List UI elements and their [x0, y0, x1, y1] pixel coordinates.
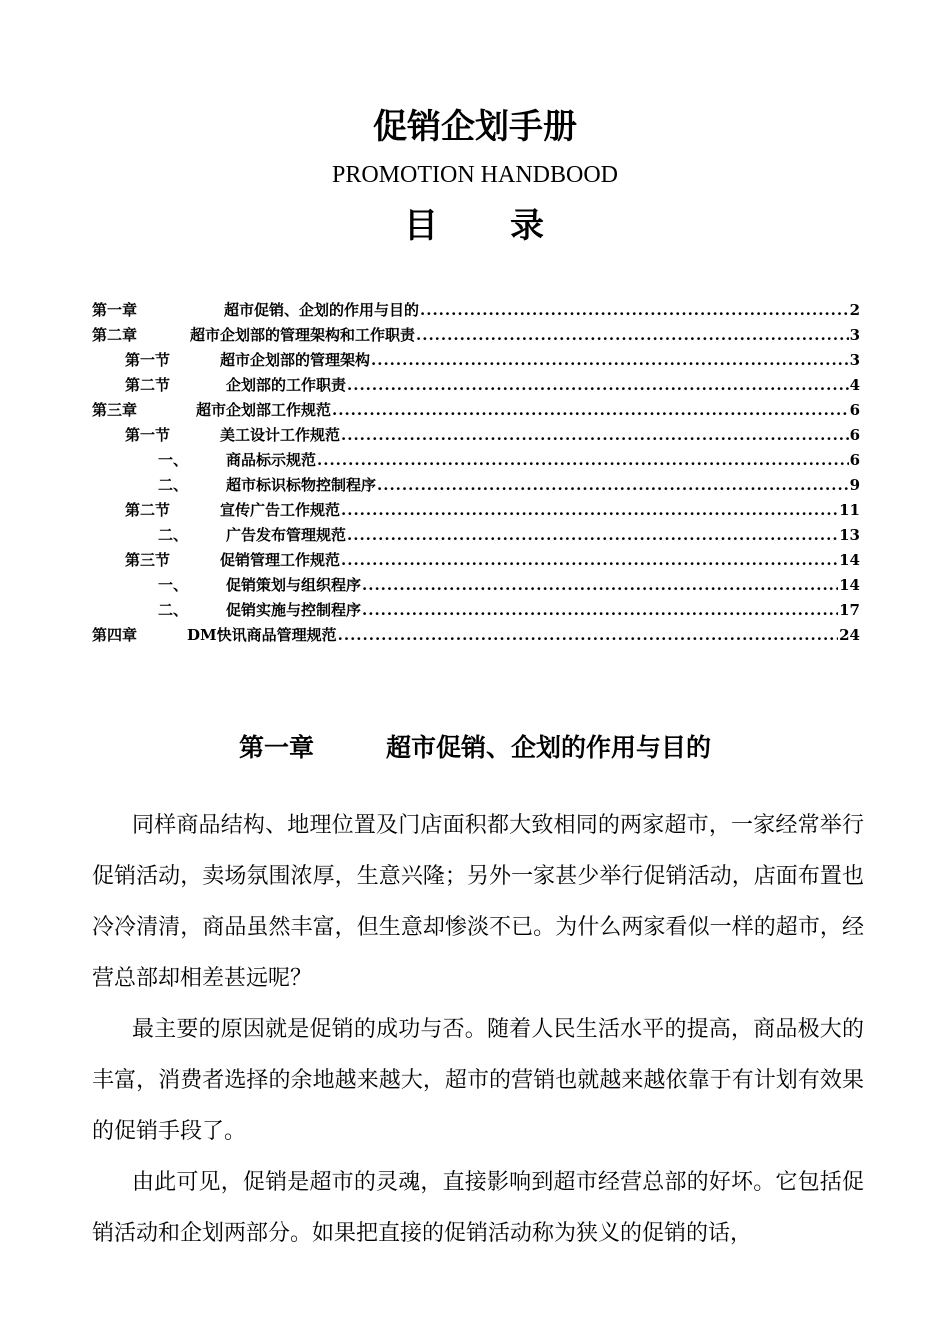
toc-entry[interactable]: [92, 499, 860, 524]
body-paragraph: 同样商品结构、地理位置及门店面积都大致相同的两家超市，一家经常举行促销活动，卖场氛围浓厚，生意兴隆；另外一家甚少举行促销活动，店面布置也冷冷清清，商品虽然丰富，但生意却惨淡不已。为什么两家看似一样的超市，经营总部却相差甚远呢？: [92, 813, 864, 991]
body-paragraph: 由此可见，促销是超市的灵魂，直接影响到超市经营总部的好坏。它包括促销活动和企划两部分。如果把直接的促销活动称为狭义的促销的话，: [92, 1170, 864, 1246]
toc-leader-dots: [347, 376, 849, 394]
toc-entry-page: 13: [839, 526, 860, 544]
toc-leader-dots: [341, 426, 849, 444]
toc-leader-dots: [347, 526, 838, 544]
toc-entry[interactable]: [92, 374, 860, 399]
toc-entry[interactable]: [92, 524, 860, 549]
toc-entry-page: 4: [849, 376, 860, 394]
toc-entry-page: 24: [839, 626, 860, 644]
toc-entry-number: 二、: [158, 476, 189, 494]
toc-entry-page: 6: [849, 401, 860, 419]
toc-entry-number: 第一节: [125, 351, 171, 369]
toc-entry[interactable]: [92, 599, 860, 624]
document-title: 促销企划手册: [373, 107, 577, 147]
toc-entry-number: 第二节: [125, 501, 171, 519]
toc-entry-title: DM快讯商品管理规范: [187, 626, 337, 644]
toc-entry-number: 第三章: [92, 401, 138, 419]
toc-entry-title: 促销管理工作规范: [220, 551, 341, 569]
toc-heading-char-1: 目: [404, 206, 440, 246]
toc-entry-page: 11: [839, 501, 860, 519]
chapter-title: 超市促销、企划的作用与目的: [386, 733, 712, 762]
toc-entry[interactable]: [92, 474, 860, 499]
toc-heading-char-2: 录: [510, 206, 546, 246]
toc-entry-number: 第一节: [125, 426, 171, 444]
chapter-body: [92, 800, 864, 1259]
toc-heading: [0, 202, 950, 250]
toc-entry-number: 第三节: [125, 551, 171, 569]
toc-leader-dots: [420, 301, 849, 319]
toc-leader-dots: [377, 476, 849, 494]
toc-leader-dots: [371, 351, 849, 369]
table-of-contents: [92, 299, 860, 649]
toc-entry-title: 广告发布管理规范: [226, 526, 347, 544]
toc-entry-number: 第一章: [92, 301, 138, 319]
toc-entry-number: 二、: [158, 526, 189, 544]
toc-entry[interactable]: [92, 449, 860, 474]
toc-entry[interactable]: [92, 549, 860, 574]
toc-leader-dots: [341, 501, 838, 519]
toc-entry-title: 宣传广告工作规范: [220, 501, 341, 519]
document-subtitle: PROMOTION HANDBOOD: [331, 162, 618, 188]
toc-leader-dots: [362, 576, 838, 594]
toc-entry[interactable]: [92, 349, 860, 374]
chapter-number: 第一章: [238, 733, 314, 762]
toc-entry-number: 一、: [158, 576, 189, 594]
toc-leader-dots: [332, 401, 849, 419]
toc-entry[interactable]: [92, 324, 860, 349]
toc-entry-title: 企划部的工作职责: [226, 376, 347, 394]
toc-entry-title: 促销实施与控制程序: [226, 601, 362, 619]
toc-entry-page: 6: [849, 426, 860, 444]
toc-leader-dots: [317, 451, 849, 469]
toc-entry-number: 一、: [158, 451, 189, 469]
toc-leader-dots: [416, 326, 849, 344]
toc-entry-page: 14: [839, 551, 860, 569]
toc-leader-dots: [341, 551, 838, 569]
toc-entry-title: 商品标示规范: [226, 451, 317, 469]
toc-entry-title: 超市企划部的管理架构: [220, 351, 371, 369]
toc-entry-title: 促销策划与组织程序: [226, 576, 362, 594]
toc-entry[interactable]: [92, 574, 860, 599]
toc-entry[interactable]: [92, 299, 860, 324]
body-paragraph: 最主要的原因就是促销的成功与否。随着人民生活水平的提高，商品极大的丰富，消费者选择的余地越来越大，超市的营销也就越来越依靠于有计划有效果的促销手段了。: [92, 1017, 864, 1144]
toc-entry-number: 第二章: [92, 326, 138, 344]
toc-entry-title: 超市标识标物控制程序: [226, 476, 377, 494]
toc-entry-page: 3: [849, 326, 860, 344]
toc-entry-title: 超市企划部工作规范: [196, 401, 332, 419]
toc-entry-page: 9: [849, 476, 860, 494]
toc-entry-title: 超市企划部的管理架构和工作职责: [190, 326, 416, 344]
toc-entry[interactable]: [92, 624, 860, 649]
toc-leader-dots: [338, 626, 839, 644]
toc-entry-number: 第四章: [92, 626, 138, 644]
toc-entry-number: 二、: [158, 601, 189, 619]
toc-entry-page: 3: [849, 351, 860, 369]
toc-entry-number: 第二节: [125, 376, 171, 394]
toc-entry-page: 14: [839, 576, 860, 594]
toc-entry-page: 2: [849, 301, 860, 319]
toc-entry-page: 6: [849, 451, 860, 469]
toc-entry[interactable]: [92, 399, 860, 424]
chapter-heading: [0, 728, 950, 768]
toc-entry[interactable]: [92, 424, 860, 449]
toc-entry-title: 美工设计工作规范: [220, 426, 341, 444]
toc-entry-title: 超市促销、企划的作用与目的: [224, 301, 420, 319]
toc-leader-dots: [362, 601, 838, 619]
toc-entry-page: 17: [839, 601, 860, 619]
